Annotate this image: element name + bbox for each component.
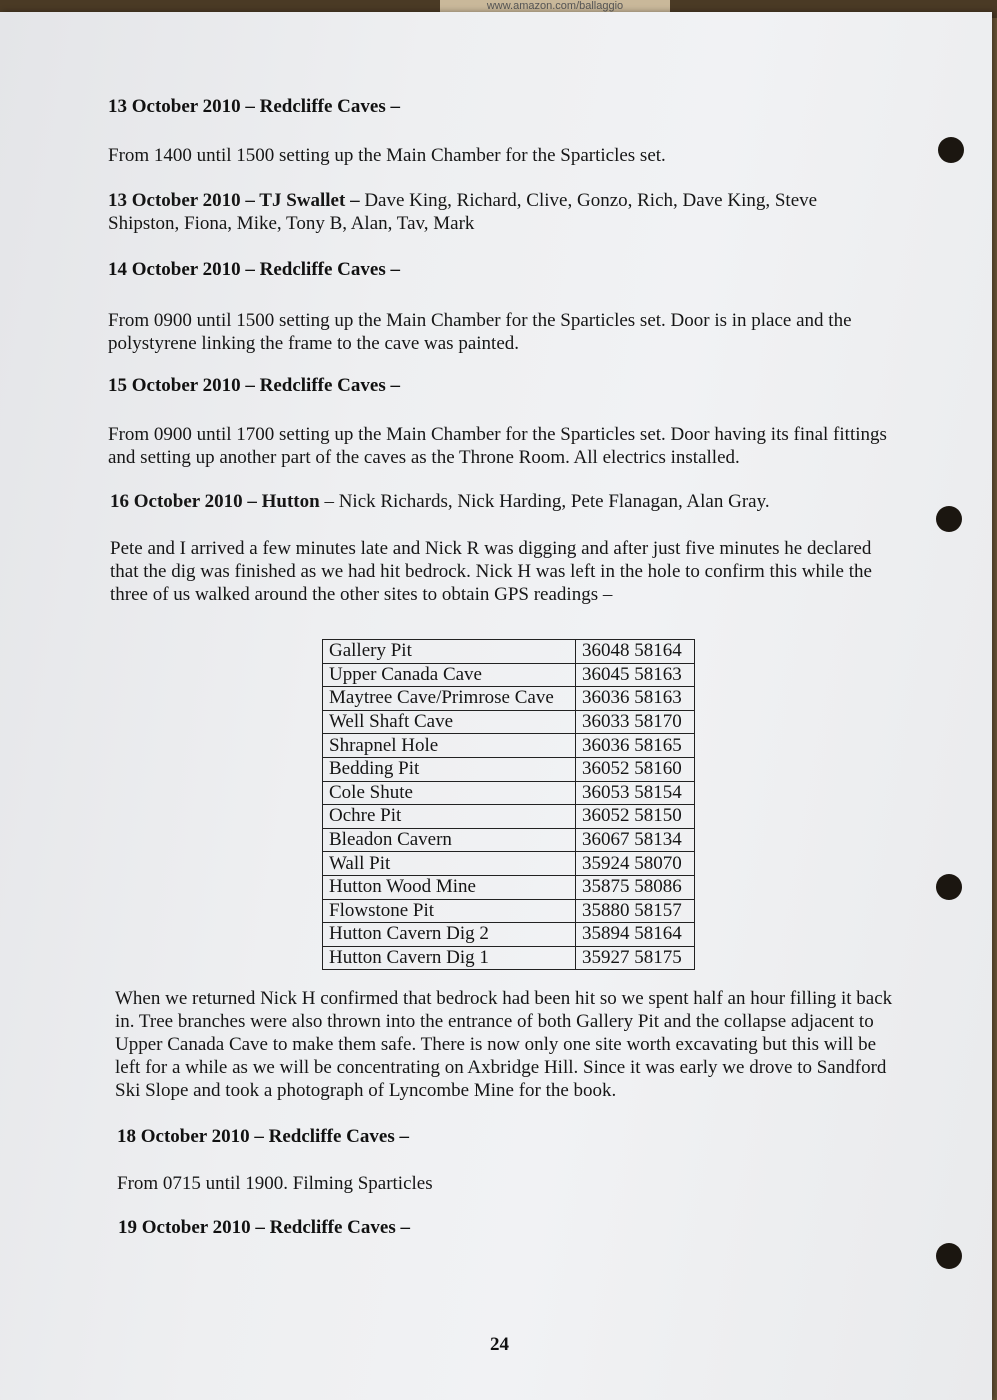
table-row xyxy=(323,710,695,734)
table-row xyxy=(323,640,695,664)
table-row xyxy=(323,663,695,687)
entry-text: Pete and I arrived a few minutes late and Nick R was digging and after just five minutes he declared that the dig was finished as we had hit bedrock. Nick H was left in the hole to confirm this while the three of us walked around the other sites to obtain GPS readings – xyxy=(110,538,872,605)
grid-reference: 36052 58150 xyxy=(576,805,695,829)
grid-reference: 35894 58164 xyxy=(576,923,695,947)
site-name: Bleadon Cavern xyxy=(323,828,576,852)
site-name: Cole Shute xyxy=(323,781,576,805)
grid-reference: 36048 58164 xyxy=(576,640,695,664)
entry-heading-with-attendees xyxy=(110,490,870,513)
table-row xyxy=(323,805,695,829)
site-name: Well Shaft Cave xyxy=(323,710,576,734)
entry-title: 15 October 2010 – Redcliffe Caves – xyxy=(108,375,400,396)
site-name: Gallery Pit xyxy=(323,640,576,664)
site-name: Maytree Cave/Primrose Cave xyxy=(323,687,576,711)
entry-title: 18 October 2010 – Redcliffe Caves – xyxy=(117,1126,409,1147)
site-name: Hutton Cavern Dig 2 xyxy=(323,923,576,947)
site-name: Shrapnel Hole xyxy=(323,734,576,758)
table-row xyxy=(323,781,695,805)
table-row xyxy=(323,899,695,923)
site-name: Upper Canada Cave xyxy=(323,663,576,687)
entry-heading-with-attendees xyxy=(108,189,868,235)
document-page xyxy=(0,12,992,1400)
grid-reference: 36036 58163 xyxy=(576,687,695,711)
grid-reference: 35880 58157 xyxy=(576,899,695,923)
header-url: www.amazon.com/ballaggio xyxy=(440,0,670,14)
entry-attendees: – Nick Richards, Nick Harding, Pete Flanagan, Alan Gray. xyxy=(319,491,770,512)
grid-reference: 36053 58154 xyxy=(576,781,695,805)
grid-reference: 36052 58160 xyxy=(576,757,695,781)
grid-reference: 35875 58086 xyxy=(576,875,695,899)
table-row xyxy=(323,757,695,781)
entry-title: 13 October 2010 – Redcliffe Caves – xyxy=(108,96,400,117)
table-row xyxy=(323,946,695,970)
entry-text: From 0715 until 1900. Filming Sparticles xyxy=(117,1173,433,1194)
grid-reference: 36036 58165 xyxy=(576,734,695,758)
entry-title: 16 October 2010 – Hutton xyxy=(110,491,320,512)
entry-text: From 1400 until 1500 setting up the Main Chamber for the Sparticles set. xyxy=(108,145,666,166)
site-name: Ochre Pit xyxy=(323,805,576,829)
site-name: Flowstone Pit xyxy=(323,899,576,923)
punch-hole xyxy=(936,1243,962,1269)
entry-attendees: Dave King, Richard, Clive, Gonzo, Rich, Dave King, Steve Shipston, Fiona, Mike, Tony B, Alan, Tav, Mark xyxy=(108,190,818,234)
grid-reference: 36033 58170 xyxy=(576,710,695,734)
site-name: Wall Pit xyxy=(323,852,576,876)
grid-reference: 36045 58163 xyxy=(576,663,695,687)
table-row xyxy=(323,875,695,899)
table-row xyxy=(323,687,695,711)
gps-readings-table xyxy=(322,639,695,970)
table-row xyxy=(323,923,695,947)
grid-reference: 36067 58134 xyxy=(576,828,695,852)
site-name: Hutton Wood Mine xyxy=(323,875,576,899)
entry-title: 19 October 2010 – Redcliffe Caves – xyxy=(118,1217,410,1238)
entry-title: 13 October 2010 – TJ Swallet – xyxy=(108,190,360,211)
punch-hole xyxy=(938,137,964,163)
table-row xyxy=(323,734,695,758)
page-number: 24 xyxy=(490,1334,509,1355)
grid-reference: 35927 58175 xyxy=(576,946,695,970)
entry-text: When we returned Nick H confirmed that bedrock had been hit so we spent half an hour filling it back in. Tree branches were also thrown into the entrance of both Gallery Pit and the collapse adjacent to Upper Canada Cave to make them safe. There is now only one site worth excavating but this will be left for a while as we will be concentrating on Axbridge Hill. Since it was early we drove to Sandford Ski Slope and took a photograph of Lyncombe Mine for the book. xyxy=(115,988,893,1101)
entry-text: From 0900 until 1700 setting up the Main Chamber for the Sparticles set. Door having its final fittings and setting up another part of the caves as the Throne Room. All electrics installed. xyxy=(108,424,887,468)
site-name: Bedding Pit xyxy=(323,757,576,781)
table-row xyxy=(323,828,695,852)
table-row xyxy=(323,852,695,876)
punch-hole xyxy=(936,874,962,900)
grid-reference: 35924 58070 xyxy=(576,852,695,876)
entry-text: From 0900 until 1500 setting up the Main Chamber for the Sparticles set. Door is in place and the polystyrene linking the frame to the cave was painted. xyxy=(108,310,852,354)
entry-title: 14 October 2010 – Redcliffe Caves – xyxy=(108,259,400,280)
punch-hole xyxy=(936,506,962,532)
site-name: Hutton Cavern Dig 1 xyxy=(323,946,576,970)
